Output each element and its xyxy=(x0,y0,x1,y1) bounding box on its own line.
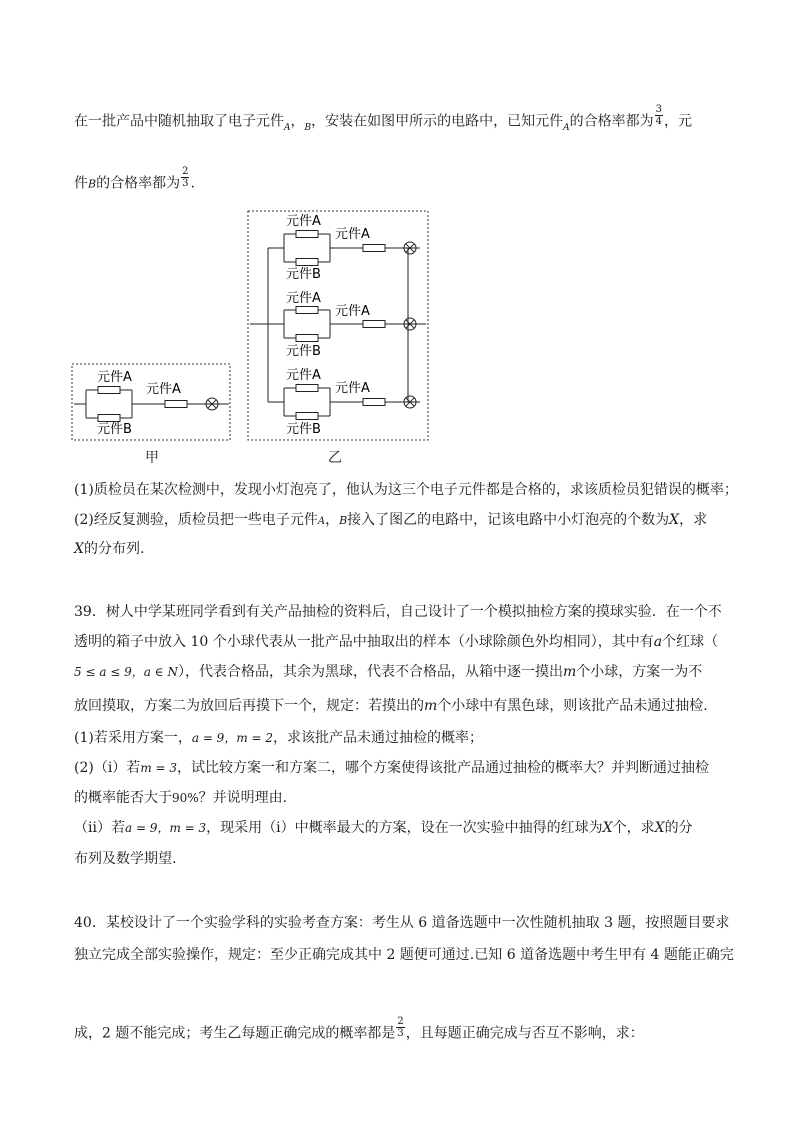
caption-yi: 乙 xyxy=(328,450,342,466)
label-yi-a-1: 元件A xyxy=(286,214,321,229)
p38-line-2: 件B的合格率都为 $\frac{2}{3}$ . xyxy=(74,166,195,192)
fraction-two-thirds-p40: $\frac{2}{3}$ xyxy=(397,1016,404,1039)
p39-line-2: 透明的箱子中放入 10 个小球代表从一批产品中抽取出的样本（小球除颜色外均相同），其中有a个红球（ xyxy=(74,634,719,650)
p39-line-3: 5 ≤ a ≤ 9，a ∈ N），代表合格品，其余为黑球，代表不合格品，从箱中逐一摸出m个小球，方案一为不 xyxy=(74,664,703,680)
figure-yi-box xyxy=(248,211,428,440)
p39-line-7: 的概率能否大于90%？并说明理由. xyxy=(74,790,288,806)
circuit-figure xyxy=(0,0,800,480)
label-yi-a2-3: 元件A xyxy=(335,381,370,396)
caption-jia: 甲 xyxy=(145,450,159,466)
p38-question-2-line-1: (2)经反复测验，质检员把一些电子元件A，B接入了图乙的电路中，记该电路中小灯泡亮的个数为X，求 xyxy=(74,512,708,528)
label-jia-a1: 元件A xyxy=(97,370,132,385)
label-yi-a-3: 元件A xyxy=(286,368,321,383)
label-jia-a2: 元件A xyxy=(146,382,181,397)
p39-line-9: 布列及数学期望. xyxy=(74,851,177,867)
p38-question-2-line-2: X的分布列. xyxy=(74,541,145,557)
label-yi-b-3: 元件B xyxy=(286,422,321,437)
p39-line-1: 39．树人中学某班同学看到有关产品抽检的资料后，自己设计了一个模拟抽检方案的摸球实验．在一个不 xyxy=(74,604,722,620)
p40-line-1: 40．某校设计了一个实验学科的实验考查方案：考生从 6 道备选题中一次性随机抽取 3 题，按照题目要求 xyxy=(74,915,730,931)
p39-line-6: (2)（ⅰ）若m = 3，试比较方案一和方案二，哪个方案使得该批产品通过抽检的概率大？并判断通过抽检 xyxy=(74,760,710,776)
label-yi-b-2: 元件B xyxy=(286,344,321,359)
label-yi-a2-1: 元件A xyxy=(335,227,370,242)
label-yi-a2-2: 元件A xyxy=(335,304,370,319)
label-jia-b: 元件B xyxy=(97,422,132,437)
p40-line-2: 独立完成全部实验操作，规定：至少正确完成其中 2 题便可通过.已知 6 道备选题中考生甲有 4 题能正确完 xyxy=(74,947,734,963)
label-yi-b-1: 元件B xyxy=(286,267,321,282)
p40-line-3: 成，2 题不能完成；考生乙每题正确完成的概率都是 $\frac{2}{3}$ ，且每题正确完成与否互不影响，求： xyxy=(74,1016,644,1042)
p39-line-5: (1)若采用方案一，a = 9，m = 2，求该批产品未通过抽检的概率； xyxy=(74,730,484,746)
p38-question-1: (1)质检员在某次检测中，发现小灯泡亮了，他认为这三个电子元件都是合格的，求该质检员犯错误的概率； xyxy=(74,482,738,498)
p39-line-4: 放回摸取，方案二为放回后再摸下一个，规定：若摸出的m个小球中有黑色球，则该批产品未通过抽检. xyxy=(74,698,708,714)
p38-line-1: 在一批产品中随机抽取了电子元件$_A$，$_B$，安装在如图甲所示的电路中，已知元件$_A$的合格率都为 $\frac{3}{4}$ ，元 xyxy=(74,104,692,133)
p39-line-8: （ⅱ）若a = 9，m = 3，现采用（ⅰ）中概率最大的方案，设在一次实验中抽得的红球为X个，求X的分 xyxy=(74,820,693,836)
fraction-two-thirds: $\frac{2}{3}$ xyxy=(182,166,189,189)
fraction-three-quarters: $\frac{3}{4}$ xyxy=(655,104,662,127)
label-yi-a-2: 元件A xyxy=(286,291,321,306)
